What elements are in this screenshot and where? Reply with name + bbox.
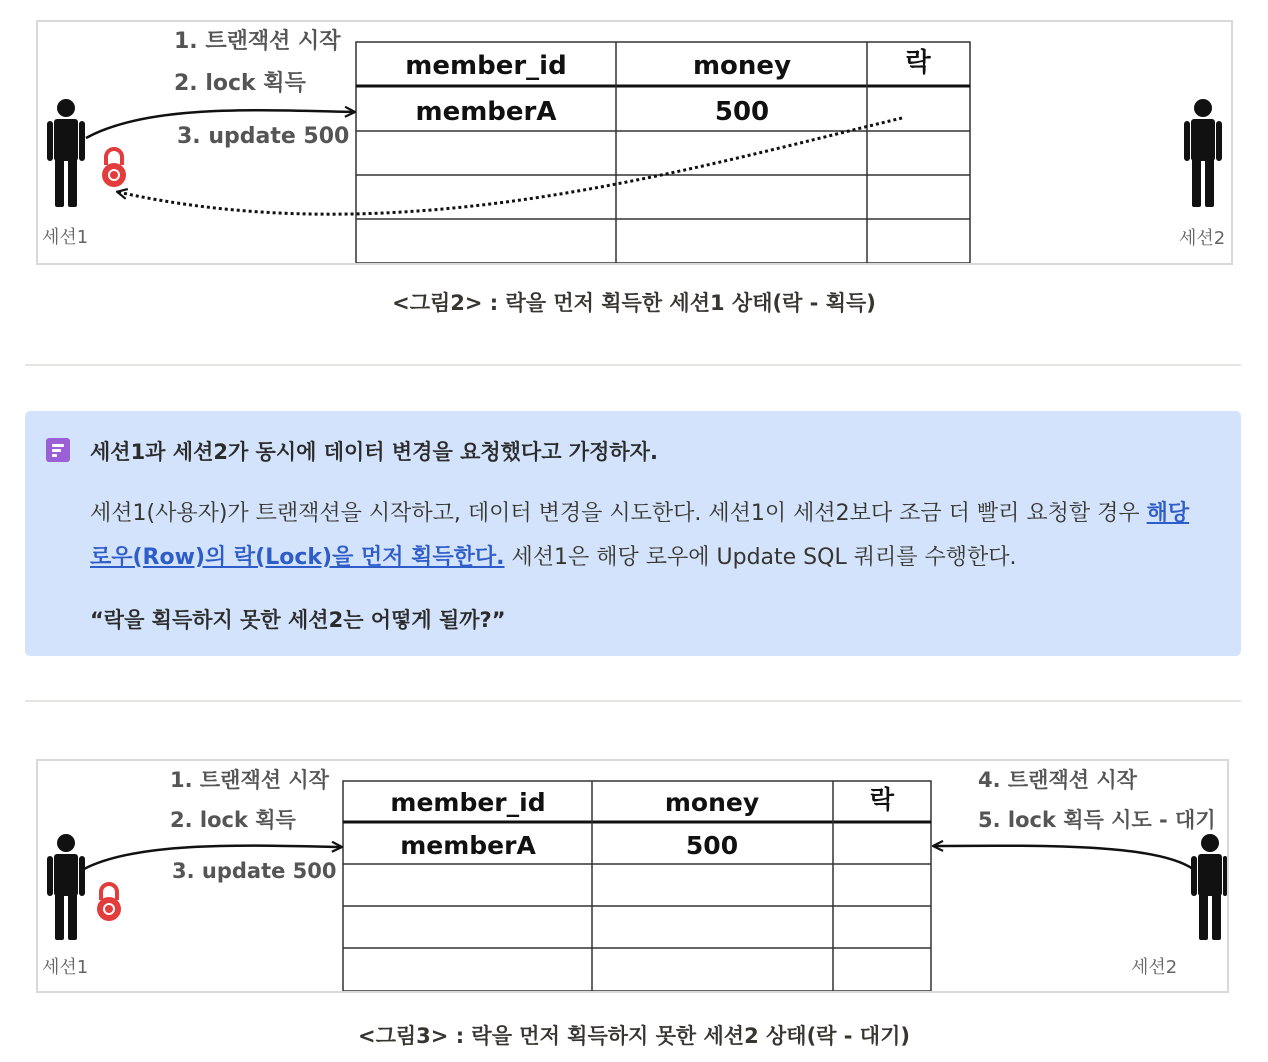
callout-body-link[interactable]: 해당 로우(Row)의 락(Lock)을 먼저 획득한다. <box>90 501 1190 570</box>
divider <box>25 364 1241 366</box>
session2-wait-arrow <box>934 846 1193 869</box>
step-1-label: 1. 트랜잭션 시작 <box>174 29 341 54</box>
note-icon <box>46 438 70 462</box>
lock-icon <box>97 884 121 921</box>
step-3-label: 3. update 500 <box>177 124 350 149</box>
session1-label: 세션1 <box>42 227 89 248</box>
callout-body <box>90 492 1215 580</box>
step-5-label: 5. lock 획득 시도 - 대기 <box>978 808 1216 832</box>
figure-lock-acquired <box>36 20 1233 265</box>
callout-quote: “락을 획득하지 못한 세션2는 어떻게 될까?” <box>90 608 506 632</box>
header-lock: 락 <box>905 48 931 78</box>
cell-money: 500 <box>714 97 770 127</box>
session1-label: 세션1 <box>42 957 89 978</box>
figure-2-caption: <그림2> : 락을 먼저 획득한 세션1 상태(락 - 획득) <box>392 291 876 315</box>
figure-lock-waiting <box>36 759 1229 993</box>
step-1-label: 1. 트랜잭션 시작 <box>170 768 329 792</box>
member-table <box>343 781 931 991</box>
callout-body-text-2: 세션1은 해당 로우에 Update SQL 쿼리를 수행한다. <box>504 545 1017 570</box>
lock-icon <box>102 149 126 187</box>
session2-person-icon <box>1191 834 1227 940</box>
diagram-canvas <box>38 22 1231 263</box>
cell-money: 500 <box>685 831 739 860</box>
session1-person-icon <box>47 99 85 207</box>
diagram-canvas <box>38 761 1227 991</box>
session2-label: 세션2 <box>1179 228 1226 249</box>
divider <box>25 700 1241 702</box>
member-table <box>356 42 970 263</box>
header-lock: 락 <box>869 785 895 814</box>
step-2-label: 2. lock 획득 <box>170 808 296 832</box>
session2-person-icon <box>1184 99 1222 207</box>
step-4-label: 4. 트랜잭션 시작 <box>978 768 1137 792</box>
cell-member-id: memberA <box>400 831 536 860</box>
header-money: money <box>692 51 792 81</box>
session1-person-icon <box>47 834 85 940</box>
callout-body-text-1: 세션1(사용자)가 트랜잭션을 시작하고, 데이터 변경을 시도한다. 세션1이 세션2보다 조금 더 빨리 요청할 경우 <box>90 501 1147 526</box>
callout-box <box>25 411 1241 656</box>
session2-label: 세션2 <box>1131 957 1178 978</box>
header-money: money <box>664 788 760 817</box>
step-3-label: 3. update 500 <box>172 859 337 883</box>
callout-title: 세션1과 세션2가 동시에 데이터 변경을 요청했다고 가정하자. <box>90 440 658 464</box>
header-member-id: member_id <box>390 788 546 817</box>
step-2-label: 2. lock 획득 <box>174 71 306 96</box>
figure-3-caption: <그림3> : 락을 먼저 획득하지 못한 세션2 상태(락 - 대기) <box>358 1024 910 1048</box>
cell-member-id: memberA <box>415 97 557 127</box>
header-member-id: member_id <box>405 51 567 81</box>
